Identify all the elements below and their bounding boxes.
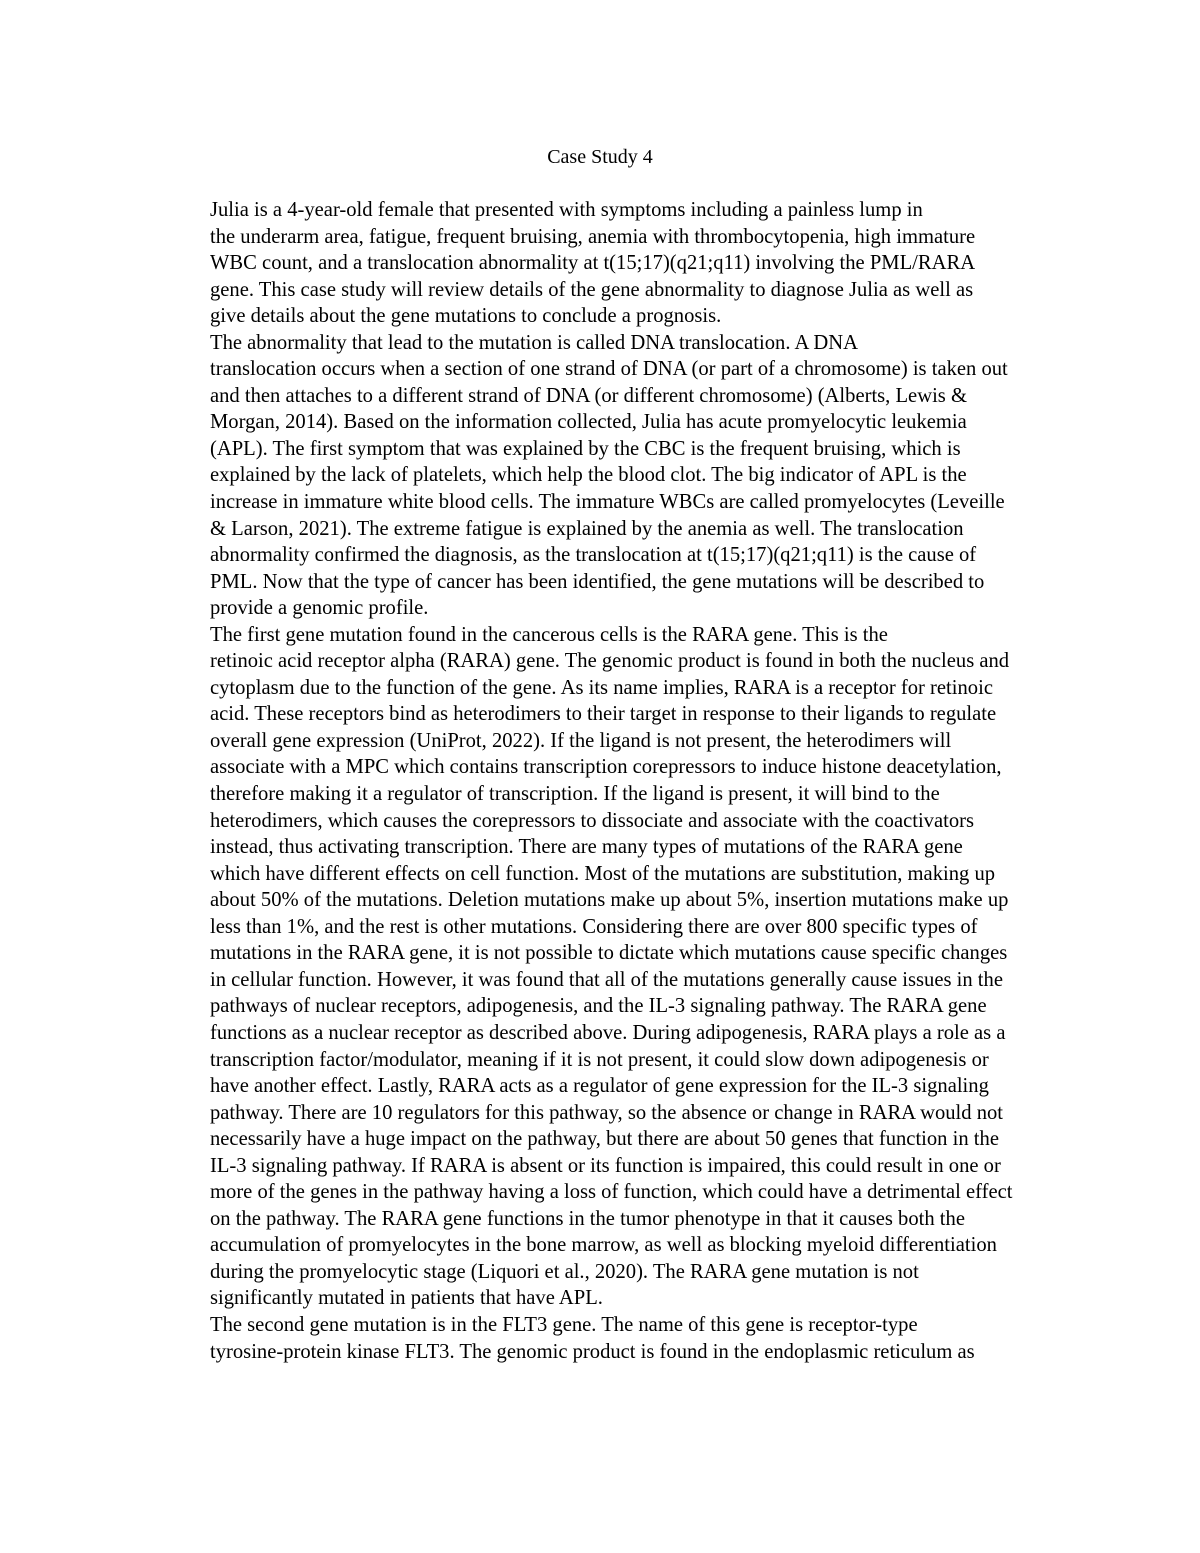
paragraph-line: abnormality confirmed the diagnosis, as the translocation at t(15;17)(q21;q11) is the cause of: [210, 544, 977, 567]
paragraph-line: tyrosine-protein kinase FLT3. The genomic product is found in the endoplasmic reticulum as: [210, 1340, 975, 1363]
paragraph-line: about 50% of the mutations. Deletion mutations make up about 5%, insertion mutations make up: [210, 889, 1009, 912]
paragraph-line: The first gene mutation found in the cancerous cells is the RARA gene. This is the: [210, 623, 888, 646]
paragraph-line: retinoic acid receptor alpha (RARA) gene. The genomic product is found in both the nucleus and: [210, 650, 1010, 673]
paragraph-line: The abnormality that lead to the mutation is called DNA translocation. A DNA: [210, 331, 858, 354]
paragraph-line: (APL). The first symptom that was explained by the CBC is the frequent bruising, which is: [210, 437, 961, 460]
paragraph-line: instead, thus activating transcription. There are many types of mutations of the RARA gene: [210, 836, 963, 859]
paragraph-line: provide a genomic profile.: [210, 597, 429, 620]
paragraph-line: more of the genes in the pathway having a loss of function, which could have a detrimental effect: [210, 1181, 1013, 1204]
paragraph-line: transcription factor/modulator, meaning if it is not present, it could slow down adipogenesis or: [210, 1048, 989, 1071]
paragraph-line: have another effect. Lastly, RARA acts as a regulator of gene expression for the IL-3 signaling: [210, 1075, 989, 1098]
paragraph: [140, 197, 1080, 330]
paragraph-line: on the pathway. The RARA gene functions in the tumor phenotype in that it causes both the: [210, 1207, 965, 1230]
paragraph-line: during the promyelocytic stage (Liquori et al., 2020). The RARA gene mutation is not: [210, 1260, 919, 1283]
document-body: [140, 197, 1080, 1365]
paragraph-line: give details about the gene mutations to conclude a prognosis.: [210, 305, 722, 328]
paragraph: [140, 1312, 1080, 1365]
paragraph-line: gene. This case study will review details of the gene abnormality to diagnose Julia as well as: [210, 278, 974, 301]
paragraph-line: overall gene expression (UniProt, 2022). If the ligand is not present, the heterodimers will: [210, 729, 952, 752]
paragraph-line: associate with a MPC which contains transcription corepressors to induce histone deacetylation,: [210, 756, 1002, 779]
paragraph-line: therefore making it a regulator of transcription. If the ligand is present, it will bind to the: [210, 783, 940, 806]
paragraph-line: less than 1%, and the rest is other mutations. Considering there are over 800 specific types of: [210, 915, 978, 938]
paragraph-line: pathway. There are 10 regulators for this pathway, so the absence or change in RARA would not: [210, 1101, 1004, 1124]
paragraph-line: increase in immature white blood cells. The immature WBCs are called promyelocytes (Leveille: [210, 491, 1005, 514]
paragraph-line: Morgan, 2014). Based on the information collected, Julia has acute promyelocytic leukemia: [210, 411, 967, 434]
paragraph: [140, 622, 1080, 1312]
paragraph-line: IL-3 signaling pathway. If RARA is absent or its function is impaired, this could result in one or: [210, 1154, 1001, 1177]
paragraph-line: cytoplasm due to the function of the gene. As its name implies, RARA is a receptor for retinoic: [210, 676, 993, 699]
paragraph-line: accumulation of promyelocytes in the bone marrow, as well as blocking myeloid differentiation: [210, 1234, 997, 1257]
paragraph-line: significantly mutated in patients that have APL.: [210, 1287, 603, 1310]
paragraph-line: & Larson, 2021). The extreme fatigue is explained by the anemia as well. The translocation: [210, 517, 964, 540]
paragraph-line: WBC count, and a translocation abnormality at t(15;17)(q21;q11) involving the PML/RARA: [210, 252, 976, 275]
paragraph-line: The second gene mutation is in the FLT3 gene. The name of this gene is receptor-type: [210, 1313, 918, 1336]
paragraph-line: functions as a nuclear receptor as described above. During adipogenesis, RARA plays a role as a: [210, 1021, 1006, 1044]
paragraph-line: necessarily have a huge impact on the pathway, but there are about 50 genes that function in the: [210, 1128, 999, 1151]
paragraph-line: translocation occurs when a section of one strand of DNA (or part of a chromosome) is taken out: [210, 358, 1008, 381]
paragraph-line: in cellular function. However, it was found that all of the mutations generally cause issues in the: [210, 968, 1003, 991]
paragraph-line: PML. Now that the type of cancer has been identified, the gene mutations will be described to: [210, 570, 985, 593]
document-title: Case Study 4: [547, 146, 653, 168]
paragraph-line: which have different effects on cell function. Most of the mutations are substitution, making up: [210, 862, 996, 885]
paragraph-line: and then attaches to a different strand of DNA (or different chromosome) (Alberts, Lewis &: [210, 384, 967, 407]
paragraph-line: Julia is a 4-year-old female that presented with symptoms including a painless lump in: [210, 199, 923, 221]
paragraph-line: explained by the lack of platelets, which help the blood clot. The big indicator of APL is the: [210, 464, 967, 487]
paragraph-line: acid. These receptors bind as heterodimers to their target in response to their ligands to regulate: [210, 703, 997, 726]
paragraph-line: the underarm area, fatigue, frequent bruising, anemia with thrombocytopenia, high immature: [210, 225, 976, 248]
paragraph-line: mutations in the RARA gene, it is not possible to dictate which mutations cause specific changes: [210, 942, 1008, 965]
paragraph-line: pathways of nuclear receptors, adipogenesis, and the IL-3 signaling pathway. The RARA gene: [210, 995, 987, 1018]
paragraph-line: heterodimers, which causes the corepressors to dissociate and associate with the coactivators: [210, 809, 974, 832]
paragraph: [140, 330, 1080, 622]
